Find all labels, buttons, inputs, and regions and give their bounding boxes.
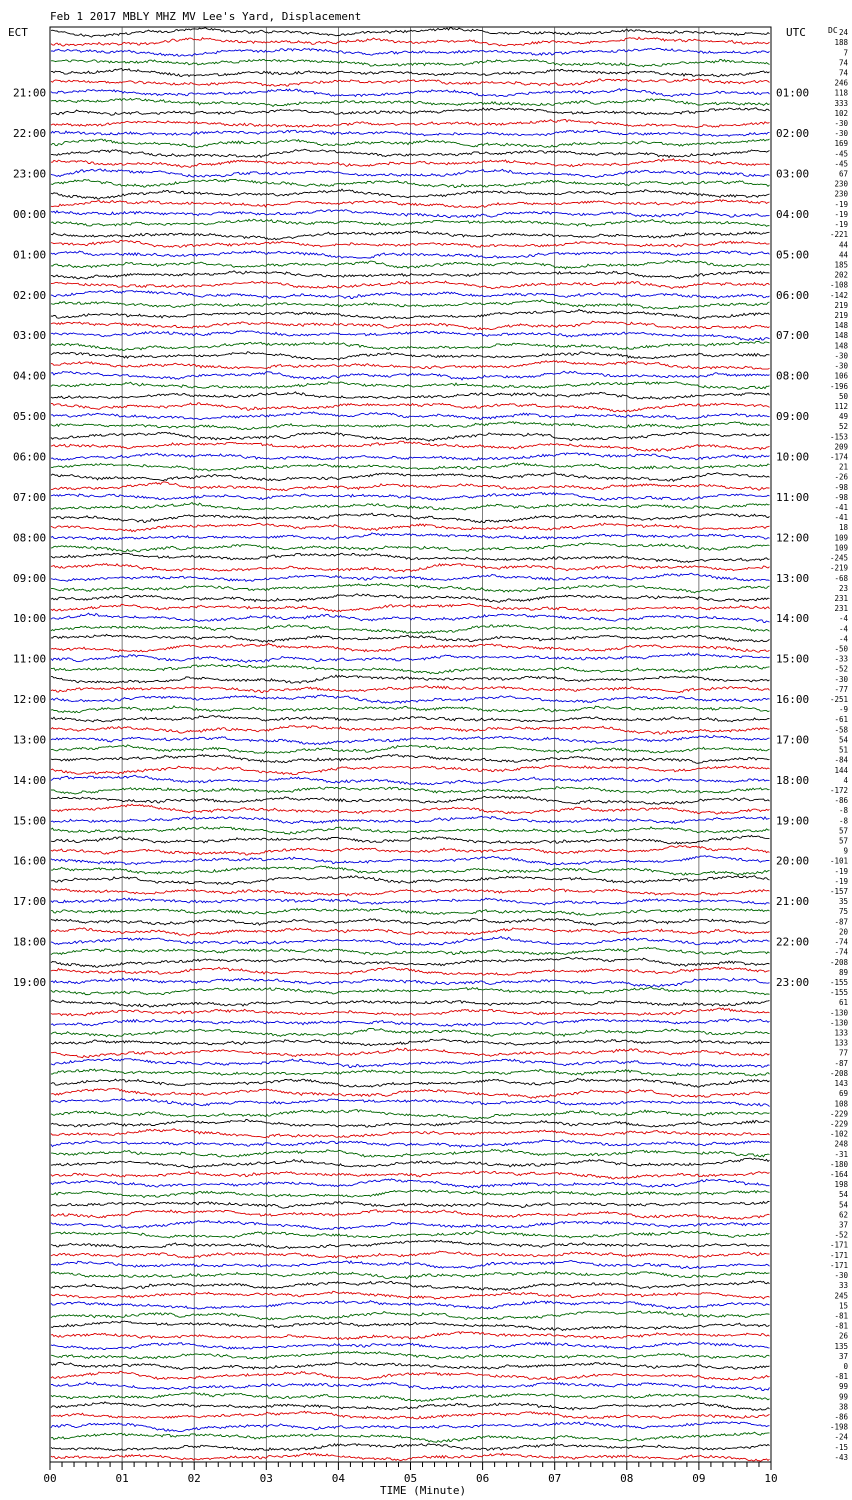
- dc-offset-value: -180: [829, 1159, 848, 1169]
- dc-offset-value: -4: [838, 624, 848, 634]
- dc-offset-value: 23: [838, 583, 848, 593]
- dc-offset-value: 102: [834, 108, 848, 118]
- x-tick-label: 03: [259, 1472, 273, 1485]
- dc-offset-value: 202: [834, 270, 848, 280]
- dc-offset-value: -164: [829, 1169, 848, 1179]
- dc-offset-value: -102: [829, 1129, 848, 1139]
- dc-offset-value: -130: [829, 1008, 848, 1018]
- dc-offset-value: -245: [829, 553, 848, 563]
- dc-offset-value: 37: [838, 1220, 848, 1230]
- right-hour-label: 03:00: [776, 167, 810, 181]
- dc-offset-value: -15: [834, 1442, 848, 1452]
- dc-offset-value: -26: [834, 472, 848, 482]
- right-hour-label: 01:00: [776, 86, 810, 100]
- dc-offset-value: 248: [834, 1139, 848, 1149]
- dc-offset-value: -77: [834, 684, 848, 694]
- dc-offset-value: -8: [838, 806, 848, 816]
- dc-offset-value: -19: [834, 876, 848, 886]
- x-tick-label: 06: [475, 1472, 490, 1485]
- dc-offset-value: 0: [843, 1361, 848, 1371]
- dc-offset-value: -171: [829, 1240, 848, 1250]
- dc-offset-value: 20: [838, 927, 848, 937]
- dc-offset-value: 333: [834, 98, 848, 108]
- right-hour-label: 21:00: [776, 895, 810, 909]
- right-hour-label: 17:00: [776, 733, 810, 747]
- dc-offset-value: 109: [834, 543, 848, 553]
- dc-offset-value: -81: [834, 1372, 848, 1382]
- dc-offset-value: 188: [834, 38, 848, 48]
- dc-offset-value: -172: [829, 785, 848, 795]
- dc-offset-values: [830, 28, 849, 1462]
- dc-offset-value: 52: [838, 422, 848, 432]
- dc-offset-value: -198: [829, 1422, 848, 1432]
- left-hour-label: 22:00: [13, 127, 47, 141]
- dc-offset-value: -74: [834, 947, 848, 957]
- dc-offset-value: -229: [829, 1109, 848, 1119]
- left-hour-label: 14:00: [13, 773, 47, 787]
- dc-offset-value: 57: [838, 826, 848, 836]
- dc-offset-value: -8: [838, 816, 848, 826]
- x-tick-label: 09: [692, 1472, 706, 1485]
- dc-offset-value: 7: [843, 48, 848, 58]
- dc-offset-value: -101: [829, 856, 848, 866]
- dc-offset-value: -68: [834, 573, 848, 583]
- chart-title: Feb 1 2017 MBLY MHZ MV Lee's Yard, Displacement: [50, 10, 362, 23]
- dc-offset-value: -30: [834, 674, 848, 684]
- dc-offset-value: 231: [834, 604, 848, 614]
- dc-offset-value: -130: [829, 1018, 848, 1028]
- dc-offset-value: 143: [834, 1079, 848, 1089]
- dc-label: DC: [828, 26, 838, 35]
- right-hour-label: 23:00: [776, 975, 810, 989]
- dc-offset-value: -229: [829, 1119, 848, 1129]
- right-hour-label: 09:00: [776, 410, 810, 424]
- dc-offset-value: -155: [829, 988, 848, 998]
- dc-offset-value: 26: [838, 1331, 848, 1341]
- dc-offset-value: -221: [829, 230, 848, 240]
- right-hour-label: 20:00: [776, 854, 810, 868]
- dc-offset-value: -24: [834, 1432, 848, 1442]
- dc-offset-value: 230: [834, 189, 848, 199]
- dc-offset-value: 109: [834, 533, 848, 543]
- dc-offset-value: -30: [834, 129, 848, 139]
- right-hour-label: 18:00: [776, 773, 810, 787]
- dc-offset-value: 133: [834, 1038, 848, 1048]
- dc-offset-value: 99: [838, 1382, 848, 1392]
- dc-offset-value: -98: [834, 482, 848, 492]
- dc-offset-value: -196: [829, 381, 848, 391]
- dc-offset-value: 18: [838, 523, 848, 533]
- left-hour-label: 07:00: [13, 490, 47, 504]
- right-hour-label: 14:00: [776, 612, 810, 626]
- left-hour-label: 04:00: [13, 369, 47, 383]
- right-hour-label: 13:00: [776, 571, 810, 585]
- dc-offset-value: 51: [838, 745, 848, 755]
- dc-offset-value: -81: [834, 1321, 848, 1331]
- dc-offset-value: -19: [834, 220, 848, 230]
- left-hour-label: 15:00: [13, 814, 47, 828]
- dc-offset-value: 106: [834, 371, 848, 381]
- left-hour-label: 08:00: [13, 531, 47, 545]
- left-hour-labels: [13, 87, 46, 989]
- right-hour-label: 05:00: [776, 248, 810, 262]
- right-hour-label: 11:00: [776, 490, 810, 504]
- dc-offset-value: 21: [838, 462, 848, 472]
- dc-offset-value: 15: [838, 1301, 848, 1311]
- dc-offset-value: -86: [834, 1412, 848, 1422]
- right-timezone-label: UTC: [786, 26, 806, 39]
- dc-offset-value: 89: [838, 967, 848, 977]
- dc-offset-value: 169: [834, 139, 848, 149]
- dc-offset-value: 133: [834, 1028, 848, 1038]
- dc-offset-value: -19: [834, 866, 848, 876]
- dc-offset-value: -84: [834, 755, 848, 765]
- dc-offset-value: -61: [834, 715, 848, 725]
- dc-offset-value: -31: [834, 1149, 848, 1159]
- dc-offset-value: -208: [829, 1068, 848, 1078]
- dc-offset-value: 112: [834, 401, 848, 411]
- x-axis: [43, 1462, 777, 1485]
- x-tick-label: 10: [764, 1472, 778, 1485]
- right-hour-label: 22:00: [776, 935, 810, 949]
- right-hour-label: 04:00: [776, 207, 810, 221]
- dc-offset-value: -174: [829, 452, 848, 462]
- dc-offset-value: 24: [838, 28, 848, 38]
- left-hour-label: 10:00: [13, 612, 47, 626]
- dc-offset-value: -45: [834, 159, 848, 169]
- left-hour-label: 00:00: [13, 207, 47, 221]
- left-hour-label: 12:00: [13, 693, 47, 707]
- dc-offset-value: 61: [838, 998, 848, 1008]
- dc-offset-value: -4: [838, 634, 848, 644]
- dc-offset-value: 148: [834, 321, 848, 331]
- dc-offset-value: -50: [834, 644, 848, 654]
- x-tick-label: 00: [43, 1472, 57, 1485]
- dc-offset-value: 49: [838, 412, 848, 422]
- dc-offset-value: -52: [834, 1230, 848, 1240]
- dc-offset-value: 118: [834, 88, 848, 98]
- dc-offset-value: 245: [834, 1291, 848, 1301]
- dc-offset-value: 69: [838, 1089, 848, 1099]
- dc-offset-value: 74: [838, 58, 848, 68]
- dc-offset-value: 198: [834, 1180, 848, 1190]
- dc-offset-value: 99: [838, 1392, 848, 1402]
- left-hour-label: 02:00: [13, 288, 47, 302]
- x-tick-label: 01: [115, 1472, 129, 1485]
- dc-offset-value: -33: [834, 654, 848, 664]
- dc-offset-value: 35: [838, 897, 848, 907]
- left-hour-label: 13:00: [13, 733, 47, 747]
- dc-offset-value: -30: [834, 1271, 848, 1281]
- dc-offset-value: 4: [843, 775, 848, 785]
- dc-offset-value: -9: [838, 705, 848, 715]
- dc-offset-value: -41: [834, 503, 848, 513]
- left-hour-label: 06:00: [13, 450, 47, 464]
- dc-offset-value: -52: [834, 664, 848, 674]
- left-hour-label: 16:00: [13, 854, 47, 868]
- dc-offset-value: 108: [834, 1099, 848, 1109]
- dc-offset-value: 144: [834, 765, 848, 775]
- dc-offset-value: 148: [834, 341, 848, 351]
- right-hour-label: 10:00: [776, 450, 810, 464]
- dc-offset-value: -153: [829, 432, 848, 442]
- dc-offset-value: 148: [834, 331, 848, 341]
- dc-offset-value: -30: [834, 361, 848, 371]
- dc-offset-value: -251: [829, 695, 848, 705]
- left-hour-label: 11:00: [13, 652, 47, 666]
- dc-offset-value: 185: [834, 260, 848, 270]
- dc-offset-value: 54: [838, 1200, 848, 1210]
- dc-offset-value: 37: [838, 1351, 848, 1361]
- dc-offset-value: -30: [834, 351, 848, 361]
- dc-offset-value: 219: [834, 311, 848, 321]
- dc-offset-value: -58: [834, 725, 848, 735]
- right-hour-label: 16:00: [776, 693, 810, 707]
- dc-offset-value: -4: [838, 614, 848, 624]
- dc-offset-value: -219: [829, 563, 848, 573]
- x-axis-title: TIME (Minute): [380, 1484, 467, 1497]
- dc-offset-value: 38: [838, 1402, 848, 1412]
- left-hour-label: 19:00: [13, 975, 47, 989]
- dc-offset-value: 77: [838, 1048, 848, 1058]
- left-hour-label: 03:00: [13, 329, 47, 343]
- right-hour-label: 15:00: [776, 652, 810, 666]
- right-hour-label: 06:00: [776, 288, 810, 302]
- dc-offset-value: -30: [834, 119, 848, 129]
- dc-offset-value: 44: [838, 240, 848, 250]
- left-hour-label: 21:00: [13, 86, 47, 100]
- dc-offset-value: 230: [834, 179, 848, 189]
- dc-offset-value: 44: [838, 250, 848, 260]
- dc-offset-value: 62: [838, 1210, 848, 1220]
- dc-offset-value: -208: [829, 957, 848, 967]
- left-hour-label: 01:00: [13, 248, 47, 262]
- right-hour-label: 07:00: [776, 329, 810, 343]
- right-hour-label: 08:00: [776, 369, 810, 383]
- dc-offset-value: 9: [843, 846, 848, 856]
- right-hour-label: 02:00: [776, 127, 810, 141]
- dc-offset-value: 231: [834, 593, 848, 603]
- dc-offset-value: 33: [838, 1281, 848, 1291]
- right-hour-labels: [776, 87, 809, 989]
- dc-offset-value: 57: [838, 836, 848, 846]
- dc-offset-value: 50: [838, 391, 848, 401]
- dc-offset-value: -157: [829, 887, 848, 897]
- x-tick-label: 05: [403, 1472, 418, 1485]
- x-tick-label: 08: [620, 1472, 634, 1485]
- dc-offset-value: 209: [834, 442, 848, 452]
- dc-offset-value: 67: [838, 169, 848, 179]
- dc-offset-value: 246: [834, 78, 848, 88]
- dc-offset-value: -171: [829, 1250, 848, 1260]
- minute-gridlines: [122, 27, 699, 1462]
- dc-offset-value: -74: [834, 937, 848, 947]
- dc-offset-value: -155: [829, 977, 848, 987]
- dc-offset-value: -81: [834, 1311, 848, 1321]
- left-hour-label: 17:00: [13, 895, 47, 909]
- dc-offset-value: -45: [834, 149, 848, 159]
- dc-offset-value: -171: [829, 1260, 848, 1270]
- dc-offset-value: 135: [834, 1341, 848, 1351]
- x-tick-label: 04: [331, 1472, 346, 1485]
- dc-offset-value: -142: [829, 290, 848, 300]
- left-hour-label: 05:00: [13, 410, 47, 424]
- dc-offset-value: -43: [834, 1452, 848, 1462]
- dc-offset-value: -108: [829, 280, 848, 290]
- dc-offset-value: -19: [834, 209, 848, 219]
- right-hour-label: 19:00: [776, 814, 810, 828]
- dc-offset-value: -98: [834, 492, 848, 502]
- left-hour-label: 18:00: [13, 935, 47, 949]
- x-tick-label: 02: [187, 1472, 201, 1485]
- x-tick-label: 07: [548, 1472, 562, 1485]
- dc-offset-value: 54: [838, 1190, 848, 1200]
- dc-offset-value: -19: [834, 199, 848, 209]
- dc-offset-value: 219: [834, 300, 848, 310]
- left-hour-label: 09:00: [13, 571, 47, 585]
- dc-offset-value: -41: [834, 513, 848, 523]
- dc-offset-value: 75: [838, 907, 848, 917]
- dc-offset-value: -87: [834, 917, 848, 927]
- right-hour-label: 12:00: [776, 531, 810, 545]
- dc-offset-value: -86: [834, 796, 848, 806]
- dc-offset-value: -87: [834, 1058, 848, 1068]
- left-hour-label: 23:00: [13, 167, 47, 181]
- dc-offset-value: 74: [838, 68, 848, 78]
- dc-offset-value: 54: [838, 735, 848, 745]
- left-timezone-label: ECT: [8, 26, 28, 39]
